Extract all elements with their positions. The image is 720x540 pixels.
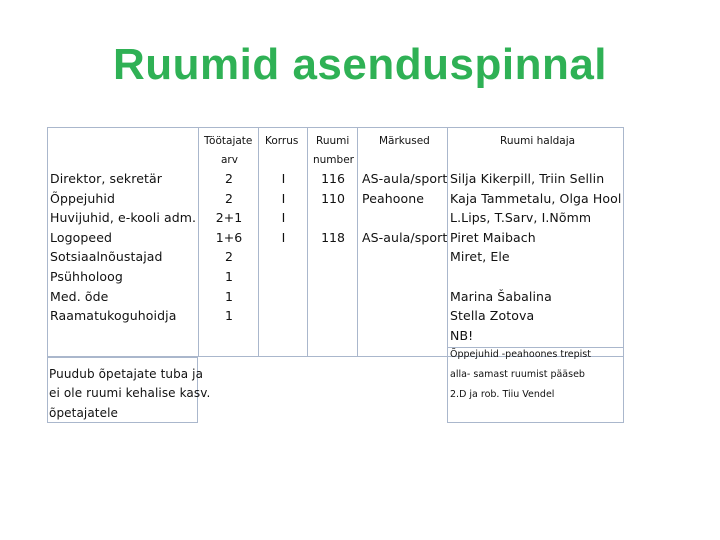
row-role: Õppejuhid (50, 191, 116, 206)
row-manager: Marina Šabalina (450, 289, 552, 304)
right-note-line: Õppejuhid -peahoones trepist (450, 349, 591, 360)
bottom-note-line: ei ole ruumi kehalise kasv. (49, 386, 211, 400)
row-count: 1+6 (215, 230, 243, 245)
row-floor: I (281, 230, 286, 245)
row-manager: Silja Kikerpill, Triin Sellin (450, 171, 605, 186)
header-markused: Märkused (379, 135, 430, 147)
row-manager: L.Lips, T.Sarv, I.Nõmm (450, 210, 592, 225)
row-count: 2 (225, 249, 233, 264)
bottom-note-line: õpetajatele (49, 406, 118, 420)
row-manager: Miret, Ele (450, 249, 510, 264)
row-manager: Kaja Tammetalu, Olga Hool (450, 191, 622, 206)
right-note-line: alla- samast ruumist pääseb (450, 369, 585, 380)
bottom-note-line: Puudub õpetajate tuba ja (49, 367, 204, 381)
row-note: AS-aula/sport (362, 230, 448, 245)
row-role: Huvijuhid, e-kooli adm. (50, 210, 197, 225)
header-arv: arv (221, 154, 238, 166)
row-count: 2+1 (215, 210, 243, 225)
header-ruumi-haldaja: Ruumi haldaja (500, 135, 576, 147)
row-floor: I (281, 210, 286, 225)
row-count: 2 (225, 191, 233, 206)
row-room: 110 (321, 191, 345, 206)
header-ruumi: Ruumi (316, 135, 350, 147)
nb-label: NB! (450, 328, 474, 343)
row-count: 1 (225, 289, 233, 304)
row-floor: I (281, 171, 286, 186)
header-number: number (313, 154, 354, 166)
row-note: Peahoone (362, 191, 425, 206)
row-role: Logopeed (50, 230, 113, 245)
row-room: 116 (321, 171, 345, 186)
row-count: 1 (225, 269, 233, 284)
row-manager: Stella Zotova (450, 308, 535, 323)
header-korrus: Korrus (265, 135, 299, 147)
row-role: Direktor, sekretär (50, 171, 163, 186)
row-role: Med. õde (50, 289, 109, 304)
row-role: Sotsiaalnõustajad (50, 249, 163, 264)
row-count: 2 (225, 171, 233, 186)
row-role: Psühholoog (50, 269, 123, 284)
row-floor: I (281, 191, 286, 206)
page-title: Ruumid asenduspinnal (112, 40, 608, 89)
header-tootajate: Töötajate (204, 135, 253, 147)
right-note-line: 2.D ja rob. Tiiu Vendel (450, 389, 555, 400)
row-count: 1 (225, 308, 233, 323)
row-role: Raamatukoguhoidja (50, 308, 177, 323)
row-manager: Piret Maibach (450, 230, 536, 245)
row-room: 118 (321, 230, 345, 245)
row-note: AS-aula/sport (362, 171, 448, 186)
